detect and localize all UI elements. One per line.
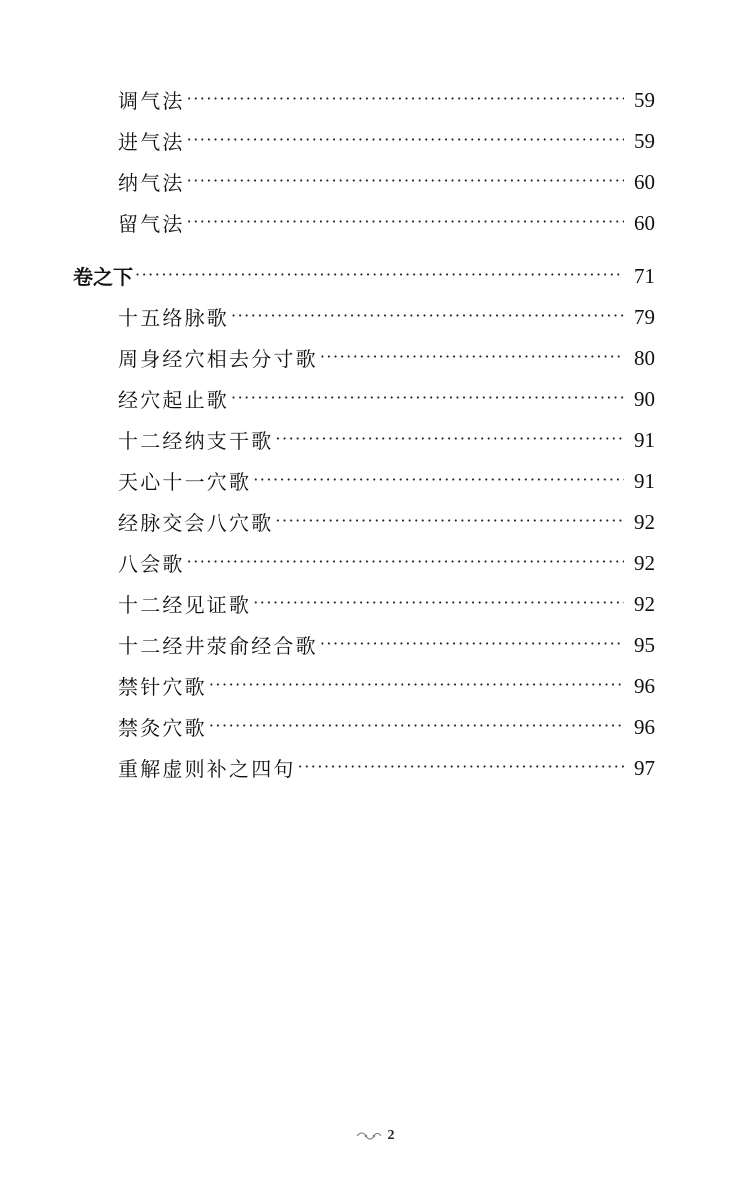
toc-entry[interactable] [0,338,750,379]
scroll-ornament-icon [356,1131,382,1141]
toc-entry[interactable] [0,203,750,244]
toc-entry-title: 十五络脉歌 [118,305,229,330]
toc-entry[interactable] [0,461,750,502]
toc-entry-title: 天心十一穴歌 [118,469,252,494]
toc-entry-title: 进气法 [118,129,185,154]
dot-leader [187,214,624,234]
table-of-contents [0,80,750,789]
toc-entry-page: 60 [634,211,655,235]
toc-entry-page: 92 [634,592,655,616]
dot-leader [275,431,624,451]
toc-entry-title: 十二经井荥俞经合歌 [118,633,318,658]
toc-entry[interactable] [0,121,750,162]
toc-entry-title: 留气法 [118,211,185,236]
toc-entry[interactable] [0,502,750,543]
toc-entry[interactable] [0,80,750,121]
page-number: 2 [387,1128,395,1143]
toc-entry-title: 周身经穴相去分寸歌 [118,346,318,371]
toc-entry[interactable] [0,625,750,666]
dot-leader [275,513,624,533]
toc-entry-page: 96 [634,715,655,739]
dot-leader [231,308,624,328]
toc-entry[interactable] [0,748,750,789]
toc-entry-page: 95 [634,633,655,657]
toc-entry[interactable] [0,584,750,625]
toc-entry-title: 经脉交会八穴歌 [118,510,274,535]
toc-volume-page: 71 [634,264,655,288]
toc-entry[interactable] [0,666,750,707]
dot-leader [320,636,624,656]
toc-entry-page: 91 [634,469,655,493]
toc-entry-page: 91 [634,428,655,452]
toc-volume-heading[interactable] [0,256,750,297]
toc-entry[interactable] [0,543,750,584]
toc-entry-page: 59 [634,129,655,153]
dot-leader [253,472,624,492]
toc-entry[interactable] [0,162,750,203]
page-footer [0,1128,750,1144]
toc-entry-page: 90 [634,387,655,411]
toc-entry[interactable] [0,707,750,748]
toc-entry[interactable] [0,297,750,338]
dot-leader [187,91,624,111]
toc-entry-page: 92 [634,551,655,575]
toc-entry-title: 经穴起止歌 [118,387,229,412]
toc-entry-title: 纳气法 [118,170,185,195]
toc-entry-title: 十二经见证歌 [118,592,252,617]
dot-leader [187,132,624,152]
toc-entry-title: 十二经纳支干歌 [118,428,274,453]
toc-group-volume-lower [0,256,750,789]
toc-entry-title: 调气法 [118,88,185,113]
toc-entry-page: 60 [634,170,655,194]
dot-leader [209,718,624,738]
dot-leader [298,759,624,779]
toc-entry-page: 97 [634,756,655,780]
toc-group-upper [0,80,750,244]
toc-entry-title: 禁针穴歌 [118,674,207,699]
toc-entry[interactable] [0,420,750,461]
toc-entry-title: 八会歌 [118,551,185,576]
dot-leader [209,677,624,697]
dot-leader [187,173,624,193]
dot-leader [187,554,624,574]
toc-entry-page: 80 [634,346,655,370]
dot-leader [231,390,624,410]
dot-leader [135,267,624,287]
toc-entry-page: 59 [634,88,655,112]
toc-entry-page: 92 [634,510,655,534]
toc-entry-title: 重解虚则补之四句 [118,756,296,781]
toc-entry-title: 禁灸穴歌 [118,715,207,740]
toc-entry[interactable] [0,379,750,420]
toc-entry-page: 79 [634,305,655,329]
dot-leader [253,595,624,615]
toc-entry-page: 96 [634,674,655,698]
dot-leader [320,349,624,369]
toc-volume-title: 卷之下 [73,264,133,289]
